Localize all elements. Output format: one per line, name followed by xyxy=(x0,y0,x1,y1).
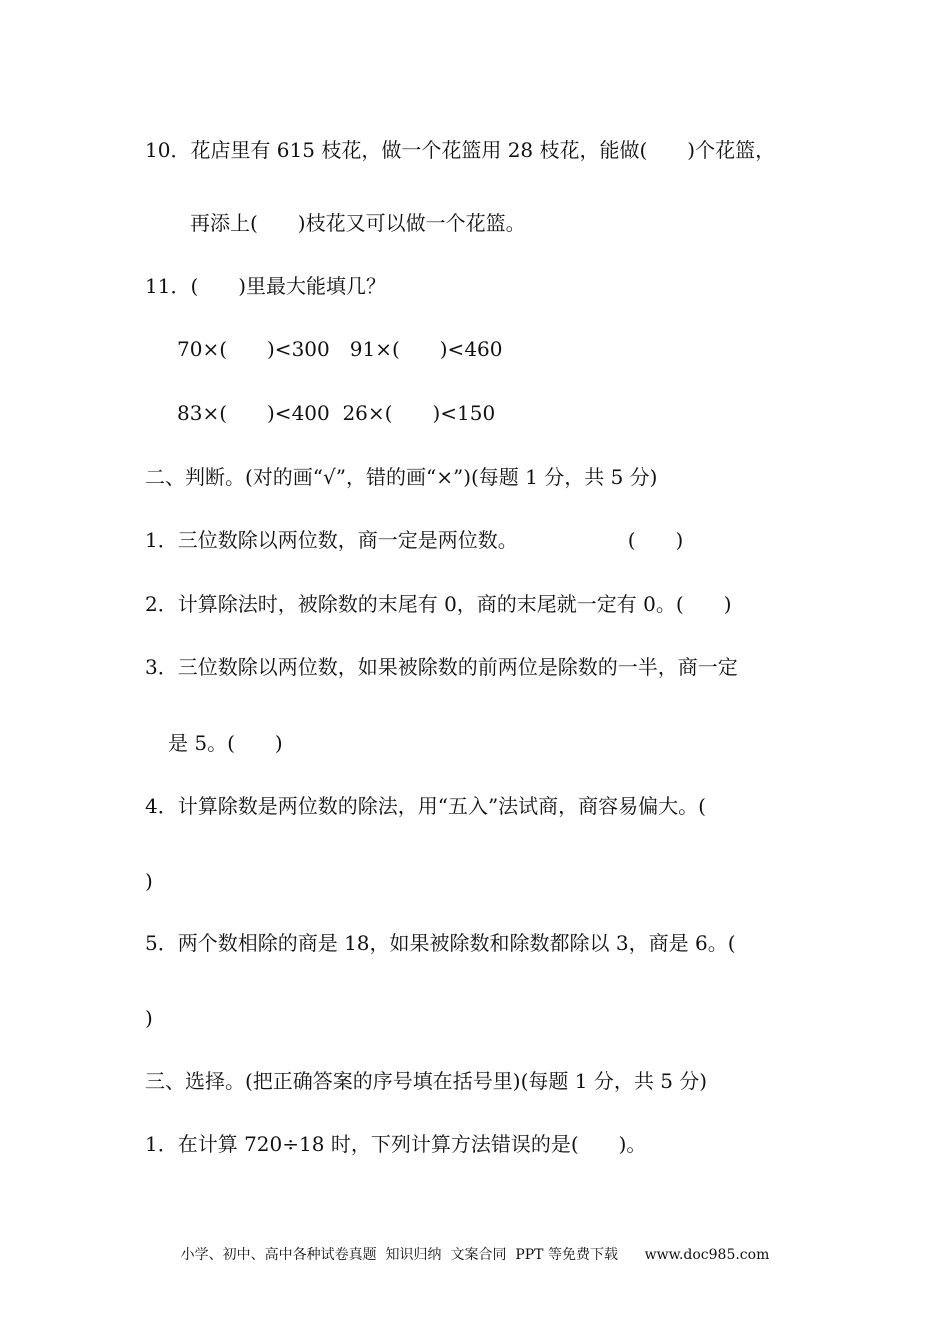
question-11-row-1: 70×( )<300 91×( )<460 xyxy=(177,337,503,361)
judge-item-4-line-2: ) xyxy=(145,869,153,893)
judge-item-3-line-2: 是 5。( ) xyxy=(168,731,283,755)
question-10-line-2: 再添上( )枝花又可以做一个花篮。 xyxy=(190,211,526,235)
judge-item-5-line-2: ) xyxy=(145,1006,153,1030)
question-11-row-2: 83×( )<400 26×( )<150 xyxy=(177,401,496,425)
section-3-heading: 三、选择。(把正确答案的序号填在括号里)(每题 1 分，共 5 分) xyxy=(145,1069,708,1093)
judge-item-1: 1．三位数除以两位数，商一定是两位数。 ( ) xyxy=(145,528,684,552)
choice-item-1: 1．在计算 720÷18 时，下列计算方法错误的是( )。 xyxy=(145,1132,647,1156)
section-2-heading: 二、判断。(对的画“√”，错的画“×”)(每题 1 分，共 5 分) xyxy=(145,465,658,489)
judge-item-2: 2．计算除法时，被除数的末尾有 0，商的末尾就一定有 0。( ) xyxy=(145,592,732,616)
judge-item-5-line-1: 5．两个数相除的商是 18，如果被除数和除数都除以 3，商是 6。( xyxy=(145,931,736,955)
page-footer: 小学、初中、高中各种试卷真题 知识归纳 文案合同 PPT 等免费下载 www.doc985.com xyxy=(180,1247,770,1263)
question-11-title: 11．( )里最大能填几？ xyxy=(145,274,387,298)
question-10-line-1: 10．花店里有 615 枝花，做一个花篮用 28 枝花，能做( )个花篮， xyxy=(145,138,776,162)
judge-item-3-line-1: 3．三位数除以两位数，如果被除数的前两位是除数的一半，商一定 xyxy=(145,655,738,679)
judge-item-4-line-1: 4．计算除数是两位数的除法，用“五入”法试商，商容易偏大。( xyxy=(145,794,706,818)
